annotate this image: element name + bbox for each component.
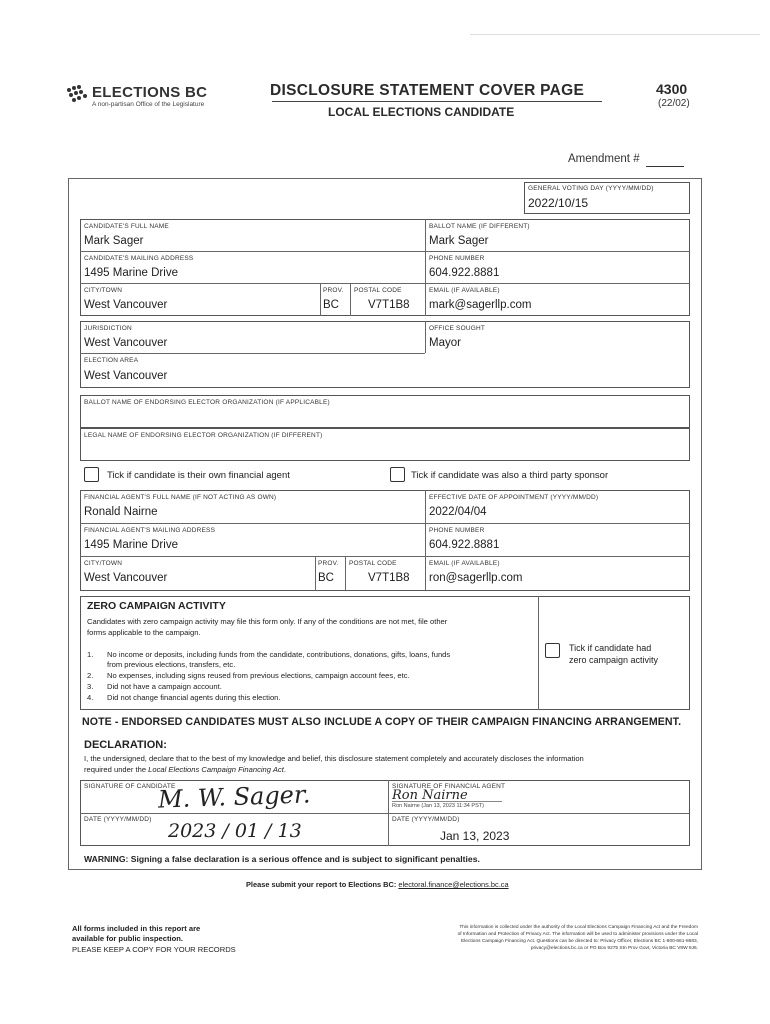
candidate-email-field[interactable]: mark@sagerllp.com xyxy=(429,299,532,311)
top-rule xyxy=(470,34,760,35)
agent-email-label: EMAIL (IF AVAILABLE) xyxy=(429,560,500,567)
privacy-notice-line-3: Elections Campaign Financing Act. Questions can be directed to: Privacy Officer, Elections BC 1-800-661-8683, xyxy=(461,939,698,944)
submit-line xyxy=(246,880,509,889)
office-sought-field[interactable]: Mayor xyxy=(429,337,461,349)
zero-activity-title: ZERO CAMPAIGN ACTIVITY xyxy=(87,600,226,612)
warning-statement: WARNING: Signing a false declaration is a serious offence and is subject to significant penalties. xyxy=(84,854,480,864)
candidate-phone-field[interactable]: 604.922.8881 xyxy=(429,267,500,279)
agent-phone-field[interactable]: 604.922.8881 xyxy=(429,539,500,551)
agent-signature-label: SIGNATURE OF FINANCIAL AGENT xyxy=(392,783,506,790)
agent-row-line-1 xyxy=(80,523,690,524)
agent-appointment-field[interactable]: 2022/04/04 xyxy=(429,506,487,518)
zero-item-1-text-cont: from previous elections, transfers, etc. xyxy=(107,660,236,669)
declaration-text-2 xyxy=(84,765,286,774)
agent-postal-field[interactable]: V7T1B8 xyxy=(368,572,410,584)
declaration-text-2-end: . xyxy=(283,765,286,774)
declaration-text-1: I, the undersigned, declare that to the best of my knowledge and belief, this disclosure statement completely and accurately discloses the information xyxy=(84,754,584,763)
privacy-notice xyxy=(458,924,698,952)
zero-item-1-num: 1. xyxy=(87,650,94,659)
agent-prov-field[interactable]: BC xyxy=(318,572,334,584)
zero-activity-intro-1: Candidates with zero campaign activity may file this form only. If any of the conditions are not met, file other xyxy=(87,617,448,626)
own-agent-checkbox[interactable] xyxy=(84,467,99,482)
submit-text: Please submit your report to Elections BC: xyxy=(246,880,399,889)
privacy-notice-line-1: This information is collected under the authority of the Local Elections Campaign Financing Act and the Freedom xyxy=(459,925,698,930)
candidate-signature[interactable]: M. W. Sager. xyxy=(157,780,311,814)
agent-appointment-label: EFFECTIVE DATE OF APPOINTMENT (YYYY/MM/DD) xyxy=(429,494,599,501)
election-area-field[interactable]: West Vancouver xyxy=(84,370,168,382)
office-sought-label: OFFICE SOUGHT xyxy=(429,325,486,332)
declaration-act-name: Local Elections Campaign Financing Act xyxy=(148,765,284,774)
agent-prov-divider xyxy=(315,556,316,591)
footer-public-2: available for public inspection. xyxy=(72,934,183,943)
own-agent-label: Tick if candidate is their own financial agent xyxy=(107,470,290,481)
candidate-date[interactable]: 2023 / 01 / 13 xyxy=(168,820,302,842)
logo-subtitle: A non-partisan Office of the Legislature xyxy=(92,101,205,108)
agent-divider xyxy=(425,490,426,591)
zero-activity-tick-label-2: zero campaign activity xyxy=(569,655,659,665)
zero-item-3-num: 3. xyxy=(87,682,94,691)
candidate-row-line-1 xyxy=(80,251,690,252)
endorsed-note: NOTE - ENDORSED CANDIDATES MUST ALSO INCLUDE A COPY OF THEIR CAMPAIGN FINANCING ARRANGEMENT. xyxy=(82,716,682,728)
amendment-field[interactable] xyxy=(646,166,684,167)
candidate-prov-field[interactable]: BC xyxy=(323,299,339,311)
title-underline xyxy=(272,101,602,102)
candidate-address-field[interactable]: 1495 Marine Drive xyxy=(84,267,178,279)
third-party-checkbox[interactable] xyxy=(390,467,405,482)
candidate-address-label: CANDIDATE'S MAILING ADDRESS xyxy=(84,255,194,262)
footer-public-1: All forms included in this report are xyxy=(72,924,201,933)
zero-item-4-num: 4. xyxy=(87,693,94,702)
candidate-row-line-2 xyxy=(80,283,690,284)
agent-phone-label: PHONE NUMBER xyxy=(429,527,485,534)
third-party-label: Tick if candidate was also a third party sponsor xyxy=(411,470,609,481)
endorsing-ballot-name-label: BALLOT NAME OF ENDORSING ELECTOR ORGANIZATION (IF APPLICABLE) xyxy=(84,399,330,406)
agent-postal-label: POSTAL CODE xyxy=(349,560,397,567)
agent-signature[interactable]: Ron Nairne xyxy=(392,788,468,803)
agent-name-field[interactable]: Ronald Nairne xyxy=(84,506,158,518)
zero-activity-divider xyxy=(538,596,539,710)
ballot-name-field[interactable]: Mark Sager xyxy=(429,235,489,247)
candidate-date-label: DATE (YYYY/MM/DD) xyxy=(84,816,152,823)
checkmark-logo-icon xyxy=(64,83,92,105)
declaration-text-2-start: required under the xyxy=(84,765,149,774)
candidate-name-label: CANDIDATE'S FULL NAME xyxy=(84,223,169,230)
jurisdiction-field[interactable]: West Vancouver xyxy=(84,337,168,349)
candidate-city-field[interactable]: West Vancouver xyxy=(84,299,168,311)
zero-activity-checkbox[interactable] xyxy=(545,643,560,658)
candidate-phone-label: PHONE NUMBER xyxy=(429,255,485,262)
agent-name-label: FINANCIAL AGENT'S FULL NAME (IF NOT ACTING AS OWN) xyxy=(84,494,277,501)
agent-date[interactable]: Jan 13, 2023 xyxy=(440,829,510,843)
privacy-notice-line-2: of Information and Protection of Privacy Act. The information will be used to administer provisions under the Local xyxy=(457,932,698,937)
zero-item-1-text: No income or deposits, including funds from the candidate, contributions, donations, gifts, loans, funds xyxy=(107,650,451,659)
agent-city-label: CITY/TOWN xyxy=(84,560,123,567)
candidate-city-label: CITY/TOWN xyxy=(84,287,123,294)
form-number: 4300 xyxy=(656,81,688,97)
declaration-title: DECLARATION: xyxy=(84,739,167,751)
zero-item-3-text: Did not have a campaign account. xyxy=(107,682,222,691)
form-title: DISCLOSURE STATEMENT COVER PAGE xyxy=(270,82,585,99)
agent-postal-divider xyxy=(345,556,346,591)
zero-item-2-num: 2. xyxy=(87,671,94,680)
logo-wordmark: ELECTIONS BC xyxy=(92,84,208,101)
zero-item-4-text: Did not change financial agents during this election. xyxy=(107,693,281,702)
jurisdiction-label: JURISDICTION xyxy=(84,325,132,332)
candidate-postal-label: POSTAL CODE xyxy=(354,287,402,294)
voting-day-value: 2022/10/15 xyxy=(528,196,589,210)
candidate-postal-field[interactable]: V7T1B8 xyxy=(368,299,410,311)
candidate-email-label: EMAIL (IF AVAILABLE) xyxy=(429,287,500,294)
jurisdiction-row-line xyxy=(80,353,425,354)
agent-date-label: DATE (YYYY/MM/DD) xyxy=(392,816,460,823)
agent-prov-label: PROV. xyxy=(318,560,339,567)
candidate-prov-label: PROV. xyxy=(323,287,344,294)
footer-keep-copy: PLEASE KEEP A COPY FOR YOUR RECORDS xyxy=(72,945,236,954)
warning-text xyxy=(84,854,480,864)
jurisdiction-divider xyxy=(425,321,426,353)
agent-address-field[interactable]: 1495 Marine Drive xyxy=(84,539,178,551)
agent-signature-line xyxy=(392,801,502,802)
endorsing-legal-name-label: LEGAL NAME OF ENDORSING ELECTOR ORGANIZATION (IF DIFFERENT) xyxy=(84,432,323,439)
agent-email-field[interactable]: ron@sagerllp.com xyxy=(429,572,523,584)
zero-activity-tick-label-1: Tick if candidate had xyxy=(569,643,652,653)
candidate-postal-divider xyxy=(350,283,351,316)
form-subtitle: LOCAL ELECTIONS CANDIDATE xyxy=(328,105,515,119)
candidate-divider xyxy=(425,219,426,316)
election-area-label: ELECTION AREA xyxy=(84,357,139,364)
privacy-notice-line-4: privacy@elections.bc.ca or PO Box 9275 Stn Prov Govt, Victoria BC V8W 9J6. xyxy=(530,946,698,951)
candidate-name-field[interactable]: Mark Sager xyxy=(84,235,144,247)
agent-signature-stamp: Ron Nairne (Jan 13, 2023 11:34 PST) xyxy=(392,803,484,809)
jurisdiction-section xyxy=(80,321,690,388)
zero-item-2-text: No expenses, including signs reused from previous elections, campaign account fees, etc. xyxy=(107,671,410,680)
candidate-prov-divider xyxy=(320,283,321,316)
agent-address-label: FINANCIAL AGENT'S MAILING ADDRESS xyxy=(84,527,216,534)
candidate-signature-label: SIGNATURE OF CANDIDATE xyxy=(84,783,176,790)
submit-email-link[interactable]: electoral.finance@elections.bc.ca xyxy=(398,880,509,889)
agent-city-field[interactable]: West Vancouver xyxy=(84,572,168,584)
zero-activity-intro-2: forms applicable to the campaign. xyxy=(87,628,201,637)
amendment-label: Amendment # xyxy=(568,153,640,165)
form-version: (22/02) xyxy=(658,98,690,109)
agent-row-line-2 xyxy=(80,556,690,557)
ballot-name-label: BALLOT NAME (IF DIFFERENT) xyxy=(429,223,530,230)
voting-day-label: GENERAL VOTING DAY (YYYY/MM/DD) xyxy=(528,185,654,192)
